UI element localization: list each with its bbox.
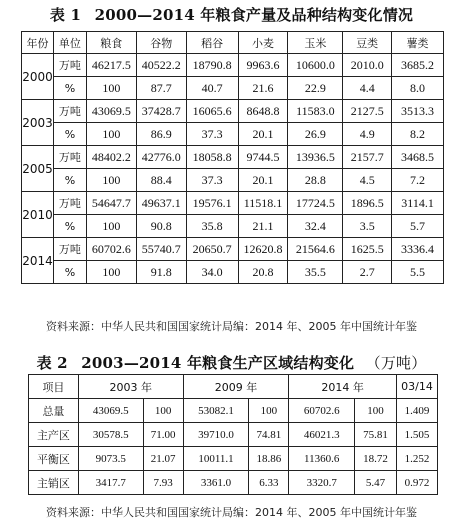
column-header: 03/14 xyxy=(397,375,438,399)
percent-cell: 32.4 xyxy=(288,215,343,238)
percent-cell: 88.4 xyxy=(136,169,186,192)
value-cell: 54647.7 xyxy=(86,192,136,215)
value-cell: 8648.8 xyxy=(238,100,288,123)
table-row xyxy=(22,146,444,169)
column-header: 2003 年 xyxy=(78,375,183,399)
year-cell: 2003 xyxy=(22,100,54,146)
percent-cell: 40.7 xyxy=(186,77,238,100)
value-cell: 3685.2 xyxy=(392,54,444,77)
value-cell: 19576.1 xyxy=(186,192,238,215)
value-cell: 11360.6 xyxy=(289,447,355,471)
table1-caption-text: 2000—2014 年粮食产量及品种结构变化情况 xyxy=(94,6,414,24)
unit-cell: 万吨 xyxy=(53,100,86,123)
row-label: 总量 xyxy=(29,399,79,423)
column-header: 2009 年 xyxy=(183,375,289,399)
value-cell: 9963.6 xyxy=(238,54,288,77)
value-cell: 1.252 xyxy=(397,447,438,471)
value-cell: 18.86 xyxy=(249,447,289,471)
value-cell: 43069.5 xyxy=(86,100,136,123)
value-cell: 18.72 xyxy=(355,447,397,471)
value-cell: 60702.6 xyxy=(86,238,136,261)
column-header: 2014 年 xyxy=(289,375,397,399)
year-cell: 2005 xyxy=(22,146,54,192)
value-cell: 100 xyxy=(355,399,397,423)
table1-caption xyxy=(0,4,463,25)
table-row xyxy=(22,215,444,238)
table2-caption-number: 表 2 xyxy=(36,354,68,372)
unit-cell: % xyxy=(53,261,86,284)
value-cell: 2127.5 xyxy=(343,100,392,123)
column-header: 稻谷 xyxy=(186,32,238,54)
table2-caption xyxy=(0,352,463,373)
percent-cell: 21.1 xyxy=(238,215,288,238)
value-cell: 49637.1 xyxy=(136,192,186,215)
regional-structure-table xyxy=(28,374,438,495)
table-row xyxy=(22,192,444,215)
percent-cell: 4.4 xyxy=(343,77,392,100)
value-cell: 2157.7 xyxy=(343,146,392,169)
value-cell: 10011.1 xyxy=(183,447,249,471)
table-row xyxy=(29,471,438,495)
table-row xyxy=(22,238,444,261)
grain-output-table xyxy=(21,31,444,284)
percent-cell: 100 xyxy=(86,169,136,192)
table1-source-note: 资料来源：中华人民共和国国家统计局编：2014 年、2005 年中国统计年鉴 xyxy=(46,320,417,333)
value-cell: 21.07 xyxy=(143,447,183,471)
percent-cell: 28.8 xyxy=(288,169,343,192)
column-header: 项目 xyxy=(29,375,79,399)
table-row xyxy=(22,77,444,100)
percent-cell: 20.8 xyxy=(238,261,288,284)
value-cell: 43069.5 xyxy=(78,399,143,423)
percent-cell: 91.8 xyxy=(136,261,186,284)
percent-cell: 22.9 xyxy=(288,77,343,100)
value-cell: 3361.0 xyxy=(183,471,249,495)
column-header: 小麦 xyxy=(238,32,288,54)
percent-cell: 35.5 xyxy=(288,261,343,284)
percent-cell: 26.9 xyxy=(288,123,343,146)
value-cell: 0.972 xyxy=(397,471,438,495)
value-cell: 1625.5 xyxy=(343,238,392,261)
table-row xyxy=(22,169,444,192)
percent-cell: 34.0 xyxy=(186,261,238,284)
value-cell: 53082.1 xyxy=(183,399,249,423)
percent-cell: 100 xyxy=(86,77,136,100)
value-cell: 1896.5 xyxy=(343,192,392,215)
unit-cell: 万吨 xyxy=(53,146,86,169)
value-cell: 74.81 xyxy=(249,423,289,447)
unit-cell: % xyxy=(53,169,86,192)
percent-cell: 5.5 xyxy=(392,261,444,284)
percent-cell: 4.5 xyxy=(343,169,392,192)
value-cell: 3513.3 xyxy=(392,100,444,123)
year-cell: 2014 xyxy=(22,238,54,284)
percent-cell: 87.7 xyxy=(136,77,186,100)
value-cell: 3320.7 xyxy=(289,471,355,495)
percent-cell: 100 xyxy=(86,215,136,238)
table1-caption-number: 表 1 xyxy=(49,6,82,24)
unit-cell: % xyxy=(53,215,86,238)
value-cell: 3417.7 xyxy=(78,471,143,495)
value-cell: 3468.5 xyxy=(392,146,444,169)
percent-cell: 35.8 xyxy=(186,215,238,238)
column-header: 单位 xyxy=(53,32,86,54)
table-header-row xyxy=(29,375,438,399)
value-cell: 39710.0 xyxy=(183,423,249,447)
value-cell: 2010.0 xyxy=(343,54,392,77)
value-cell: 1.409 xyxy=(397,399,438,423)
value-cell: 12620.8 xyxy=(238,238,288,261)
percent-cell: 37.3 xyxy=(186,123,238,146)
value-cell: 20650.7 xyxy=(186,238,238,261)
value-cell: 21564.6 xyxy=(288,238,343,261)
percent-cell: 100 xyxy=(86,261,136,284)
value-cell: 5.47 xyxy=(355,471,397,495)
column-header: 粮食 xyxy=(86,32,136,54)
value-cell: 10600.0 xyxy=(288,54,343,77)
value-cell: 30578.5 xyxy=(78,423,143,447)
unit-cell: 万吨 xyxy=(53,238,86,261)
unit-cell: 万吨 xyxy=(53,54,86,77)
table2-source-note: 资料来源：中华人民共和国国家统计局编：2014 年、2005 年中国统计年鉴 xyxy=(46,506,417,519)
value-cell: 100 xyxy=(143,399,183,423)
value-cell: 48402.2 xyxy=(86,146,136,169)
value-cell: 6.33 xyxy=(249,471,289,495)
table-row xyxy=(22,54,444,77)
table-row xyxy=(22,100,444,123)
percent-cell: 3.5 xyxy=(343,215,392,238)
value-cell: 40522.2 xyxy=(136,54,186,77)
table-header-row xyxy=(22,32,444,54)
value-cell: 9744.5 xyxy=(238,146,288,169)
column-header: 玉米 xyxy=(288,32,343,54)
column-header: 年份 xyxy=(22,32,54,54)
table-row xyxy=(29,447,438,471)
value-cell: 60702.6 xyxy=(289,399,355,423)
value-cell: 9073.5 xyxy=(78,447,143,471)
column-header: 谷物 xyxy=(136,32,186,54)
percent-cell: 7.2 xyxy=(392,169,444,192)
column-header: 薯类 xyxy=(392,32,444,54)
value-cell: 75.81 xyxy=(355,423,397,447)
row-label: 主产区 xyxy=(29,423,79,447)
table-row xyxy=(29,423,438,447)
value-cell: 100 xyxy=(249,399,289,423)
percent-cell: 90.8 xyxy=(136,215,186,238)
value-cell: 11518.1 xyxy=(238,192,288,215)
percent-cell: 5.7 xyxy=(392,215,444,238)
percent-cell: 100 xyxy=(86,123,136,146)
table2-caption-unit: （万吨） xyxy=(365,354,427,372)
value-cell: 7.93 xyxy=(143,471,183,495)
percent-cell: 86.9 xyxy=(136,123,186,146)
table-row xyxy=(22,123,444,146)
percent-cell: 20.1 xyxy=(238,123,288,146)
percent-cell: 20.1 xyxy=(238,169,288,192)
value-cell: 1.505 xyxy=(397,423,438,447)
year-cell: 2010 xyxy=(22,192,54,238)
row-label: 主销区 xyxy=(29,471,79,495)
unit-cell: % xyxy=(53,123,86,146)
percent-cell: 4.9 xyxy=(343,123,392,146)
unit-cell: % xyxy=(53,77,86,100)
value-cell: 18790.8 xyxy=(186,54,238,77)
value-cell: 17724.5 xyxy=(288,192,343,215)
unit-cell: 万吨 xyxy=(53,192,86,215)
year-cell: 2000 xyxy=(22,54,54,100)
value-cell: 13936.5 xyxy=(288,146,343,169)
value-cell: 46217.5 xyxy=(86,54,136,77)
row-label: 平衡区 xyxy=(29,447,79,471)
table2-caption-text: 2003—2014 年粮食生产区域结构变化 xyxy=(81,354,355,372)
percent-cell: 37.3 xyxy=(186,169,238,192)
percent-cell: 8.2 xyxy=(392,123,444,146)
percent-cell: 8.0 xyxy=(392,77,444,100)
table-row xyxy=(29,399,438,423)
value-cell: 3336.4 xyxy=(392,238,444,261)
value-cell: 42776.0 xyxy=(136,146,186,169)
table-row xyxy=(22,261,444,284)
value-cell: 11583.0 xyxy=(288,100,343,123)
percent-cell: 21.6 xyxy=(238,77,288,100)
value-cell: 37428.7 xyxy=(136,100,186,123)
value-cell: 55740.7 xyxy=(136,238,186,261)
percent-cell: 2.7 xyxy=(343,261,392,284)
value-cell: 3114.1 xyxy=(392,192,444,215)
column-header: 豆类 xyxy=(343,32,392,54)
value-cell: 18058.8 xyxy=(186,146,238,169)
value-cell: 71.00 xyxy=(143,423,183,447)
value-cell: 16065.6 xyxy=(186,100,238,123)
value-cell: 46021.3 xyxy=(289,423,355,447)
